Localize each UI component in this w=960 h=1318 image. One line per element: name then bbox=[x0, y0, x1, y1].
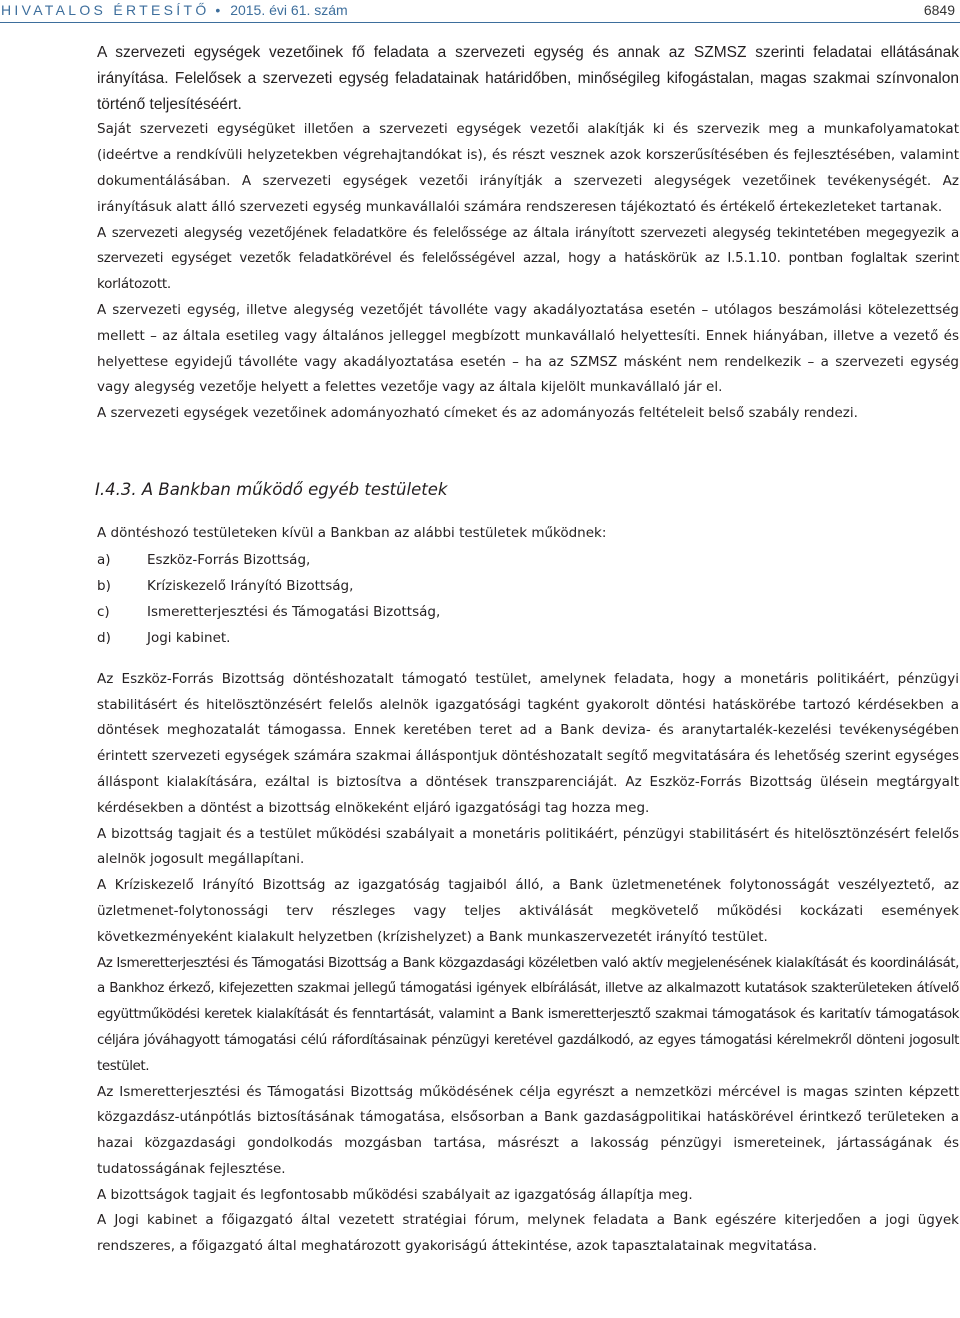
section-intro: A döntéshozó testületeken kívül a Bankban az alábbi testületek működnek: bbox=[97, 524, 607, 541]
list-marker: a) bbox=[97, 551, 111, 568]
list-marker: d) bbox=[97, 629, 111, 646]
bullet-separator: • bbox=[215, 2, 221, 18]
list-item-text: Eszköz-Forrás Bizottság, bbox=[147, 551, 311, 568]
list-item-text: Jogi kabinet. bbox=[147, 629, 231, 646]
page-number: 6849 bbox=[923, 2, 955, 18]
issue-label: 2015. évi 61. szám bbox=[230, 2, 348, 18]
paragraph: Az Ismeretterjesztési és Támogatási Bizottság a Bank közgazdasági közéletben való aktív megjelenésének kialakítását és koordinálását, a Bankhoz érkező, kifejezetten szakmai jellegű támogatási igények elbírálását, illetve az alkalmazott kutatások szakterületeken átívelő együttműködési keretek kialakítását és fenntartását, valamint a Bank ismeretterjesztő szakmai támogatások és karitatív támogatások céljára jóváhagyott támogatási célú ráfordításainak pénzügyi keretével gazdálkodó, az egyes támogatási kérelmekről dönteni jogosult testület. bbox=[97, 954, 959, 1074]
document-body bbox=[97, 40, 959, 1260]
list-marker: b) bbox=[97, 577, 111, 594]
paragraph: Saját szervezeti egységüket illetően a szervezeti egységek vezetői alakítják ki és szervezik meg a munkafolyamatokat (ideértve a rendkívüli helyzetekben végrehajtandókat is), és részt vesznek azok korszerűsítésében és fejlesztésében, valamint dokumentálásában. A szervezeti egységek vezetői irányítják a szervezeti alegységek vezetőinek tevékenységét. Az irányításuk alatt álló szervezeti egység munkavállalói számára rendszeresen tájékoztató és értékelő értekezleteket tartanak. bbox=[97, 121, 959, 215]
list-item bbox=[97, 599, 959, 625]
paragraph: A szervezeti egység, illetve alegység vezetőjét távolléte vagy akadályoztatása esetén – utólagos beszámolási kötelezettség mellett – az általa esetileg vagy általános jelleggel megbízott munkavállaló helyettesíti. Ennek hiányában, illetve a vezető és helyettese egyidejű távolléte vagy akadályoztatása esetén – ha az SZMSZ másként nem rendelkezik – a szervezeti egység vagy alegység vezetője helyett a felettes vezetője vagy az általa kijelölt munkavállaló jár el. bbox=[97, 301, 959, 396]
list-item bbox=[97, 625, 959, 651]
committee-list bbox=[97, 547, 959, 651]
paragraph: A Jogi kabinet a főigazgató által vezetett stratégiai fórum, melynek feladata a Bank egészére kiterjedően a jogi ügyek rendszeres, a főigazgató által meghatározott gyakoriságú áttekintése, azok tapasztalatainak megvitatása. bbox=[97, 1212, 959, 1255]
paragraph: A bizottság tagjait és a testület működési szabályait a monetáris politikáért, pénzügyi stabilitásért és hitelösztönzésért felelős alelnök jogosult megállapítani. bbox=[97, 825, 959, 868]
list-item bbox=[97, 573, 959, 599]
paragraph: A Kríziskezelő Irányító Bizottság az igazgatóság tagjaiból álló, a Bank üzletmenetének folytonosságát veszélyeztető, az üzletmenet-folytonossági terv részleges vagy teljes aktiválását megkövetelő működési kockázati események következményeként kialakult helyzetben (krízishelyzet) a Bank munkaszervezetét irányító testület. bbox=[97, 877, 959, 945]
page-header bbox=[0, 0, 960, 24]
list-item-text: Ismeretterjesztési és Támogatási Bizottság, bbox=[147, 603, 441, 620]
running-head bbox=[1, 1, 348, 19]
journal-title: HIVATALOS ÉRTESÍTŐ bbox=[1, 2, 210, 18]
paragraph: Az Eszköz-Forrás Bizottság döntéshozatalt támogató testület, amelynek feladata, hogy a monetáris politikáért, pénzügyi stabilitásért és hitelösztönzésért felelős alelnök igazgatósági tagként gyakorolt döntési hatáskörébe tartozó kérdésekben a döntések meghozatalát támogassa. Ennek keretében teret ad a Bank deviza- és aranytartalék-kezelési tevékenységében érintett szervezeti egységek számára szakmai álláspontjuk döntéshozatalt segítő megvitatására és lehetőség szerint egységes álláspont kialakítására, ezáltal is biztosítva a döntések transzparenciáját. Az Eszköz-Forrás Bizottság ülésein megtárgyalt kérdésekben a döntést a bizottság elnökeként eljáró igazgatósági tag hozza meg. bbox=[97, 670, 959, 816]
paragraph: A szervezeti alegység vezetőjének feladatköre és felelőssége az általa irányított szervezeti alegység tekintetében megegyezik a szervezeti egységet vezetők feladatkörével és felelősségével azzal, hogy a hatáskörük az I.5.1.10. pontban foglaltak szerint korlátozott. bbox=[97, 224, 959, 293]
section-heading: I.4.3. A Bankban működő egyéb testületek bbox=[95, 479, 448, 499]
paragraph: A szervezeti egységek vezetőinek adományozható címeket és az adományozás feltételeit belső szabály rendezi. bbox=[97, 405, 858, 422]
paragraph: A bizottságok tagjait és legfontosabb működési szabályait az igazgatóság állapítja meg. bbox=[97, 1186, 693, 1203]
list-item-text: Kríziskezelő Irányító Bizottság, bbox=[147, 577, 354, 594]
paragraph: A szervezeti egységek vezetőinek fő feladata a szervezeti egység és annak az SZMSZ szerinti feladatai ellátásának irányítása. Felelősek a szervezeti egység feladatainak határidőben, minőségileg kifogástalan, magas szakmai színvonalon történő teljesítéséért. bbox=[97, 44, 959, 113]
paragraph: Az Ismeretterjesztési és Támogatási Bizottság működésének célja egyrészt a nemzetközi mércével is magas szinten képzett közgazdász-utánpótlás biztosításának támogatása, elsősorban a Bank gazdaságpolitikai hatáskörével érintkező területeken a hazai közgazdasági gondolkodás mozgásban tartása, másrészt a lakosság pénzügyi ismereteinek, jártasságának és tudatosságának fejlesztése. bbox=[97, 1083, 959, 1177]
header-divider bbox=[0, 22, 960, 23]
list-marker: c) bbox=[97, 603, 110, 620]
list-item bbox=[97, 547, 959, 573]
